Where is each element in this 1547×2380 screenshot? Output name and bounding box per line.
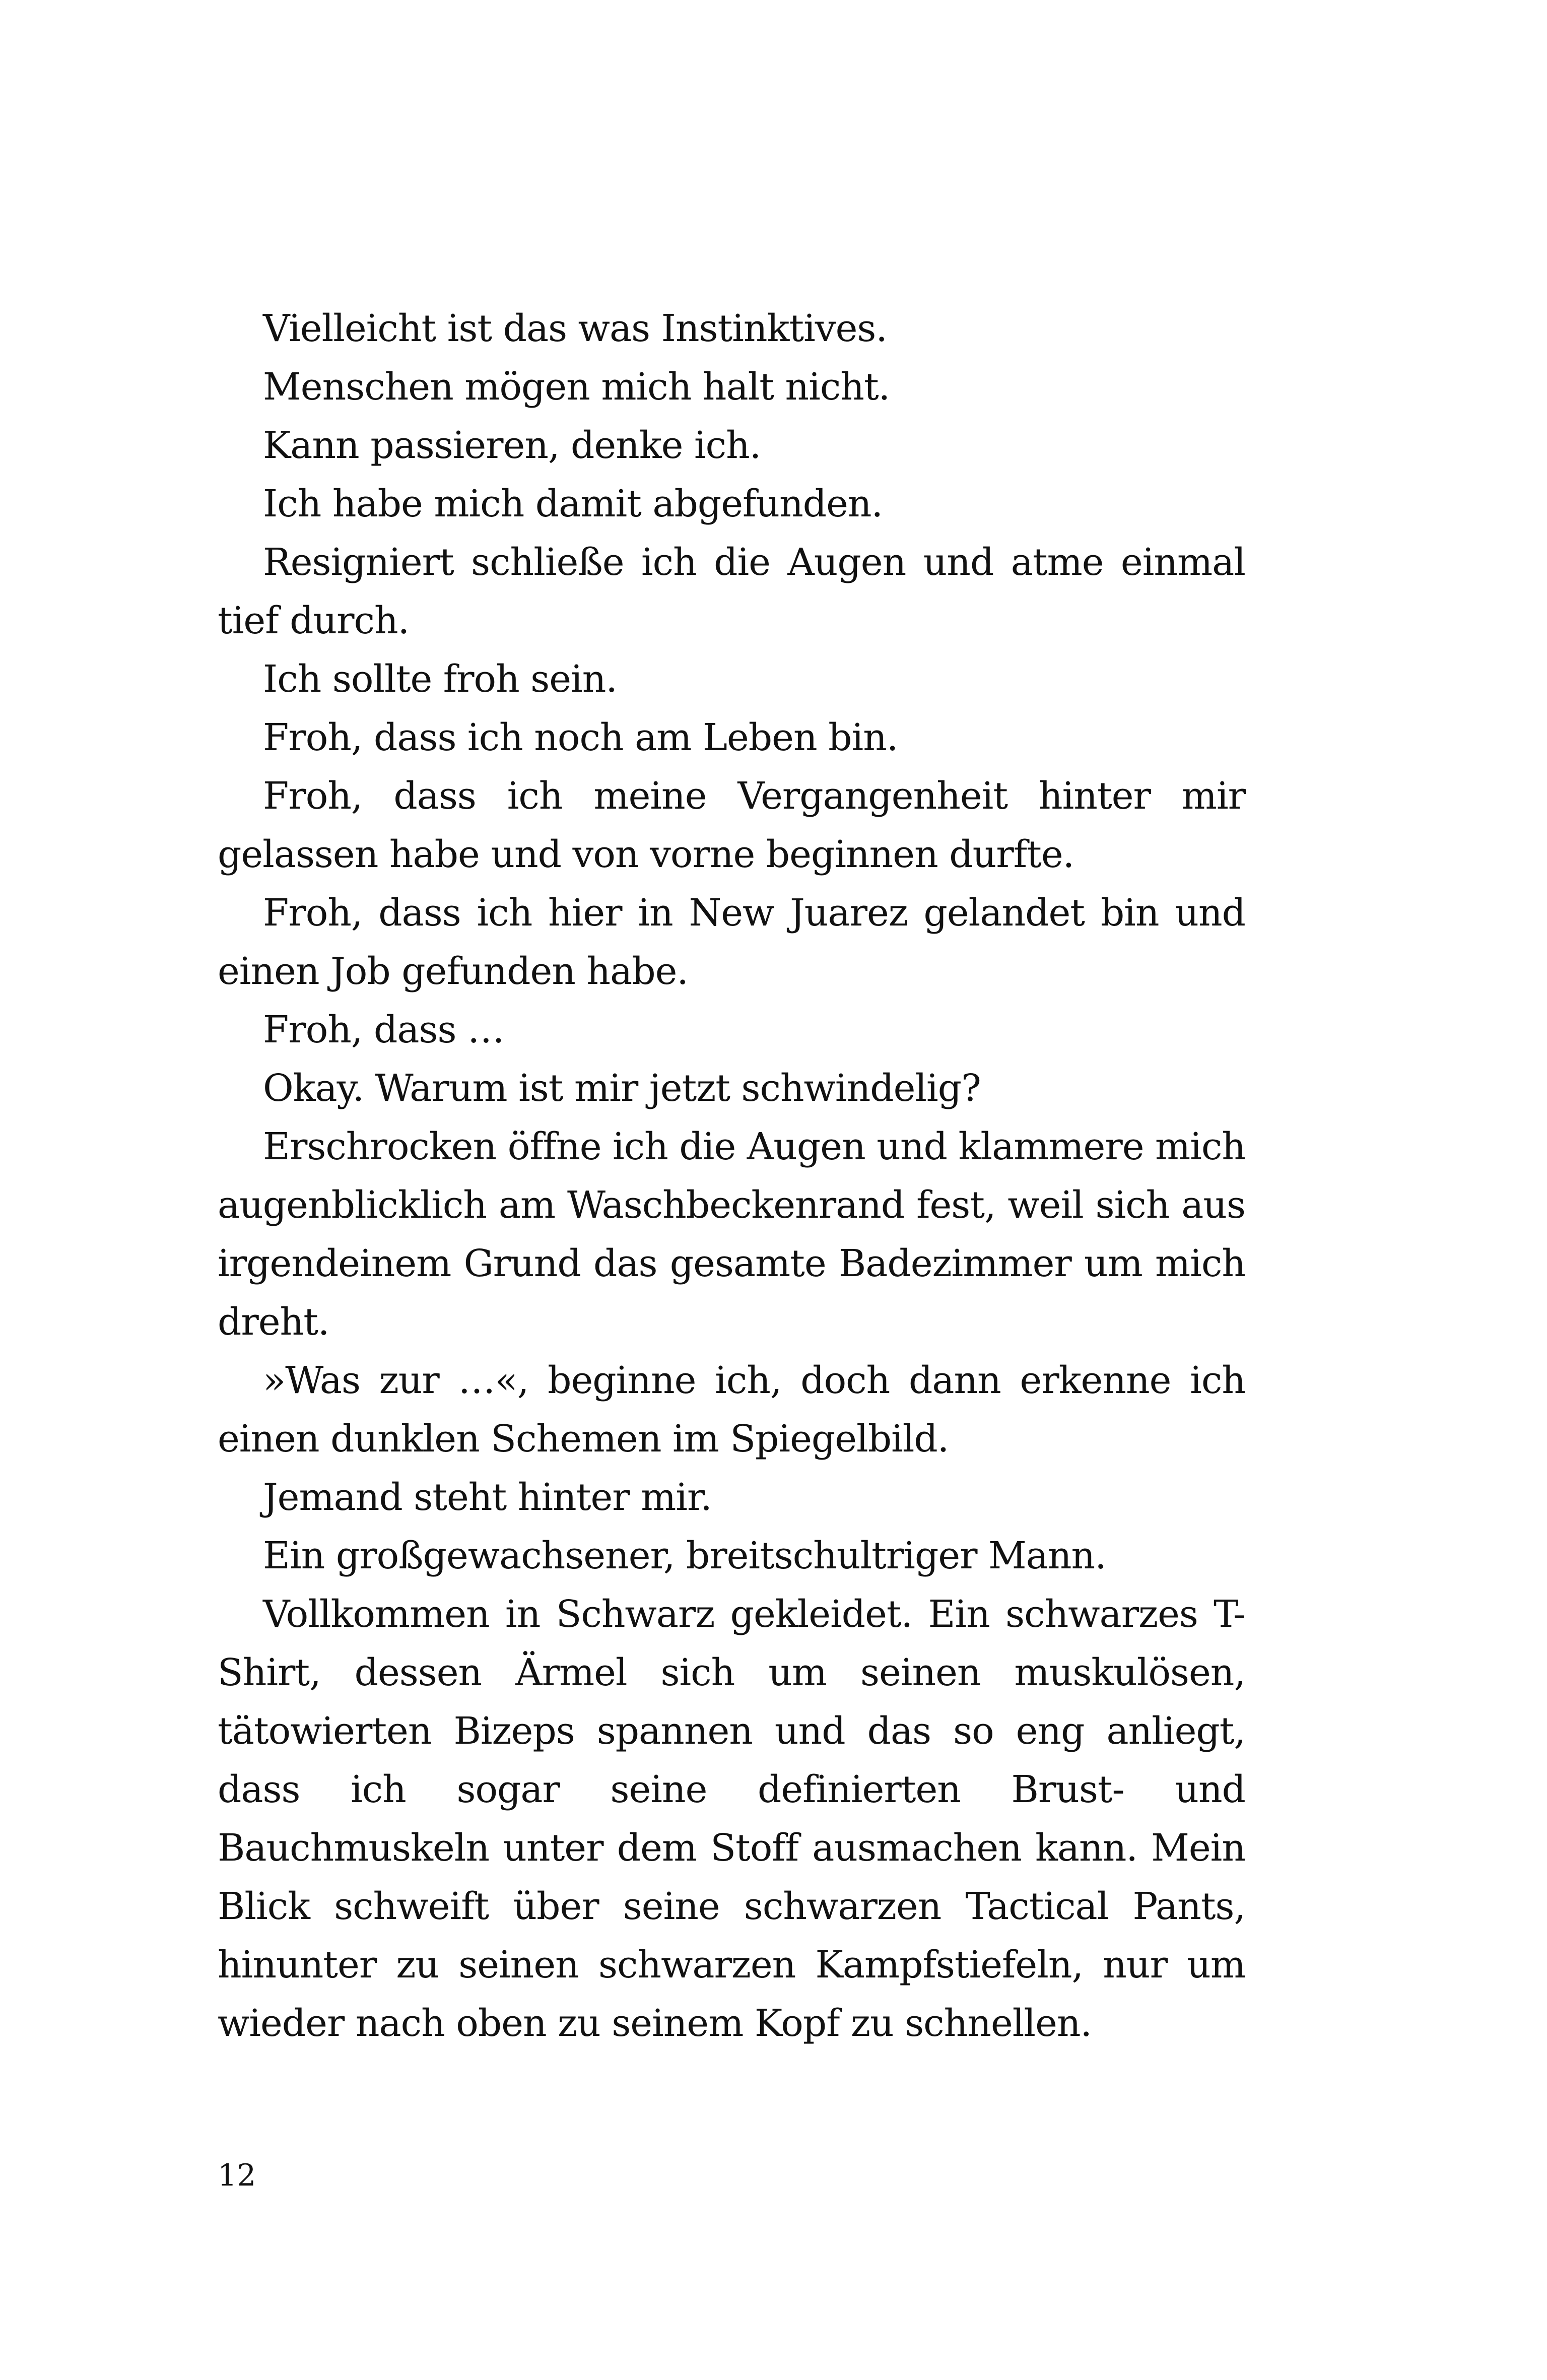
paragraph-9: Froh, dass ich hier in New Juarez gelandet bin und einen Job gefunden habe. bbox=[218, 891, 1245, 993]
paragraph-1: Vielleicht ist das was Instinktives. bbox=[263, 307, 887, 350]
paragraph-12: Erschrocken öffne ich die Augen und klammere mich augenblicklich am Waschbeckenrand fest, weil sich aus irgendeinem Grund das gesamte Badezimmer um mich dreht. bbox=[218, 1125, 1245, 1344]
paragraph-8: Froh, dass ich meine Vergangenheit hinter mir gelassen habe und von vorne beginnen durfte. bbox=[218, 774, 1245, 876]
paragraph-7: Froh, dass ich noch am Leben bin. bbox=[263, 716, 898, 759]
paragraph-13: »Was zur …«, beginne ich, doch dann erkenne ich einen dunklen Schemen im Spiegelbild. bbox=[218, 1359, 1245, 1461]
paragraph-11: Okay. Warum ist mir jetzt schwindelig? bbox=[263, 1067, 981, 1110]
page-number: 12 bbox=[218, 2158, 256, 2193]
paragraph-15: Ein großgewachsener, breitschultriger Mann. bbox=[263, 1534, 1106, 1577]
paragraph-10: Froh, dass … bbox=[263, 1008, 504, 1051]
paragraph-14: Jemand steht hinter mir. bbox=[263, 1476, 712, 1519]
paragraph-3: Kann passieren, denke ich. bbox=[263, 424, 761, 467]
paragraph-5: Resigniert schließe ich die Augen und atme einmal tief durch. bbox=[218, 541, 1245, 642]
paragraph-4: Ich habe mich damit abgefunden. bbox=[263, 482, 883, 525]
paragraph-6: Ich sollte froh sein. bbox=[263, 657, 617, 701]
body-text bbox=[218, 299, 1245, 2053]
paragraph-16: Vollkommen in Schwarz gekleidet. Ein schwarzes T-Shirt, dessen Ärmel sich um seinen muskulösen, tätowierten Bizeps spannen und das so eng anliegt, dass ich sogar seine definierten Brust- und Bauchmuskeln unter dem Stoff ausmachen kann. Mein Blick schweift über seine schwarzen Tactical Pants, hinunter zu seinen schwarzen Kampfstiefeln, nur um wieder nach oben zu seinem Kopf zu schnellen. bbox=[218, 1593, 1245, 2045]
paragraph-2: Menschen mögen mich halt nicht. bbox=[263, 365, 890, 409]
